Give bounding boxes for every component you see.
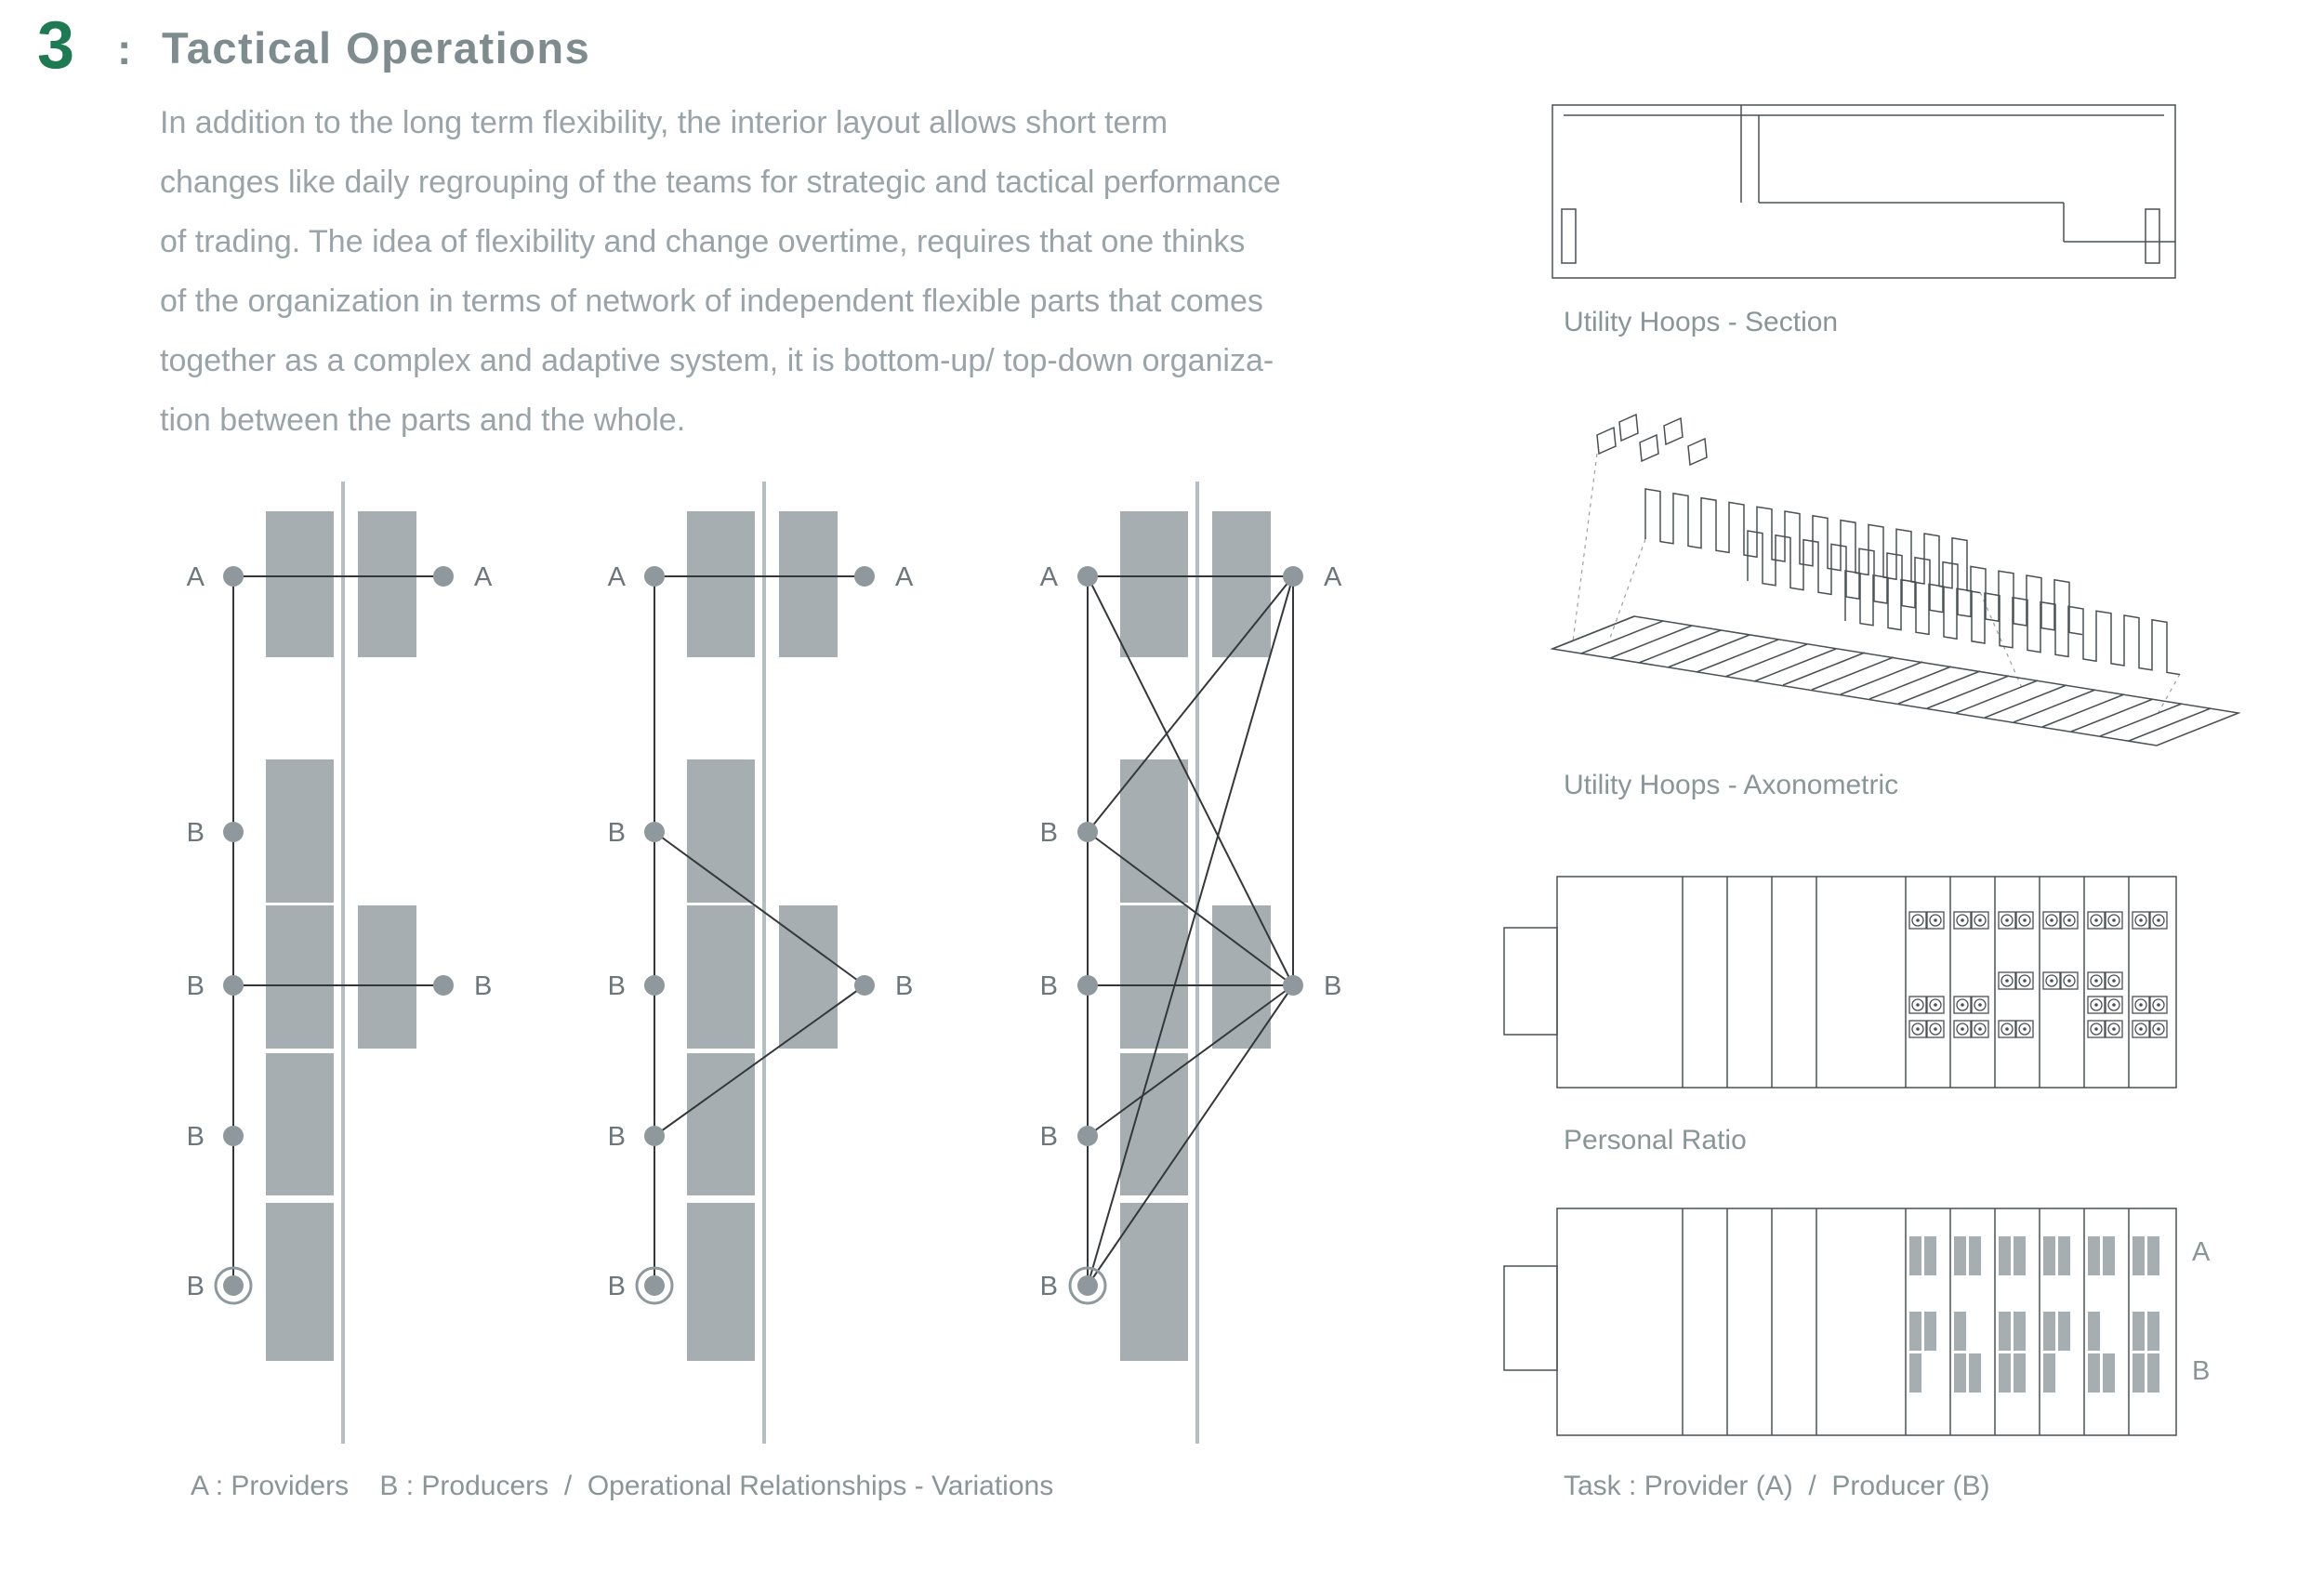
- svg-text:B: B: [186, 818, 205, 848]
- svg-text:B: B: [186, 1122, 205, 1152]
- task-zone-labels: [2192, 1237, 2211, 1386]
- svg-text:B: B: [607, 1272, 626, 1301]
- svg-text:A: A: [895, 562, 914, 592]
- task-plan: [1487, 1199, 2259, 1450]
- relationship-diagram-3: [1004, 465, 1441, 1487]
- utility-hoops-section-drawing: [1543, 93, 2194, 293]
- svg-text:B: B: [186, 971, 205, 1001]
- svg-text:A: A: [1039, 562, 1058, 592]
- svg-text:A: A: [186, 562, 205, 592]
- body-line-1: In addition to the long term flexibility, the interior layout allows short term: [160, 105, 1169, 140]
- svg-text:B: B: [607, 818, 626, 848]
- page-title: Tactical Operations: [162, 23, 591, 73]
- svg-text:B: B: [607, 1122, 626, 1152]
- page-number: 3: [37, 8, 75, 83]
- utility-hoops-axonometric-drawing: [1515, 409, 2250, 809]
- svg-text:B: B: [1039, 1122, 1058, 1152]
- producer-desks: [1909, 1312, 2159, 1393]
- svg-text:B: B: [1039, 971, 1058, 1001]
- floating-panels: [1597, 415, 1707, 465]
- svg-text:B: B: [607, 971, 626, 1001]
- personal-ratio-plan: [1487, 865, 2222, 1111]
- svg-text:B: B: [474, 971, 493, 1001]
- svg-text:B: B: [186, 1272, 205, 1301]
- header-colon: :: [117, 25, 132, 73]
- body-paragraph: [160, 93, 1281, 450]
- svg-text:A: A: [474, 562, 493, 592]
- caption-personal-ratio: Personal Ratio: [1564, 1125, 1747, 1155]
- relationship-diagram-2: [576, 465, 1004, 1487]
- svg-text:A: A: [607, 562, 626, 592]
- svg-text:B: B: [1039, 818, 1058, 848]
- nodes: [216, 566, 454, 1303]
- svg-text:B: B: [2192, 1356, 2211, 1386]
- hoop-fins: [1645, 489, 2180, 675]
- body-line-5: together as a complex and adaptive system, it is bottom-up/ top-down organiza-: [160, 343, 1274, 378]
- relationship-diagram-1: [158, 465, 586, 1487]
- section-linework: [1552, 105, 2175, 278]
- caption-task: Task : Provider (A) / Producer (B): [1564, 1471, 1990, 1501]
- body-line-3: of trading. The idea of flexibility and change overtime, requires that one thinks: [160, 224, 1246, 259]
- body-line-6: tion between the parts and the whole.: [160, 403, 686, 438]
- diagram-legend: A : Providers B : Producers / Operational Relationships - Variations: [191, 1471, 1054, 1501]
- svg-text:B: B: [1324, 971, 1342, 1001]
- caption-axonometric: Utility Hoops - Axonometric: [1564, 770, 1899, 800]
- nodes: [637, 566, 875, 1303]
- plan-outline: [1504, 1208, 2176, 1435]
- provider-desks: [1909, 1236, 2159, 1275]
- construction-lines: [1573, 454, 2180, 716]
- svg-text:B: B: [1039, 1272, 1058, 1301]
- svg-text:A: A: [2192, 1237, 2211, 1267]
- hatched-floor: [1552, 616, 2238, 746]
- caption-section: Utility Hoops - Section: [1564, 307, 1839, 337]
- body-line-4: of the organization in terms of network of independent flexible parts that comes: [160, 284, 1263, 319]
- svg-text:A: A: [1324, 562, 1342, 592]
- node-labels: [1040, 562, 1342, 1301]
- svg-text:B: B: [895, 971, 914, 1001]
- body-line-2: changes like daily regrouping of the teams for strategic and tactical performance: [160, 165, 1281, 200]
